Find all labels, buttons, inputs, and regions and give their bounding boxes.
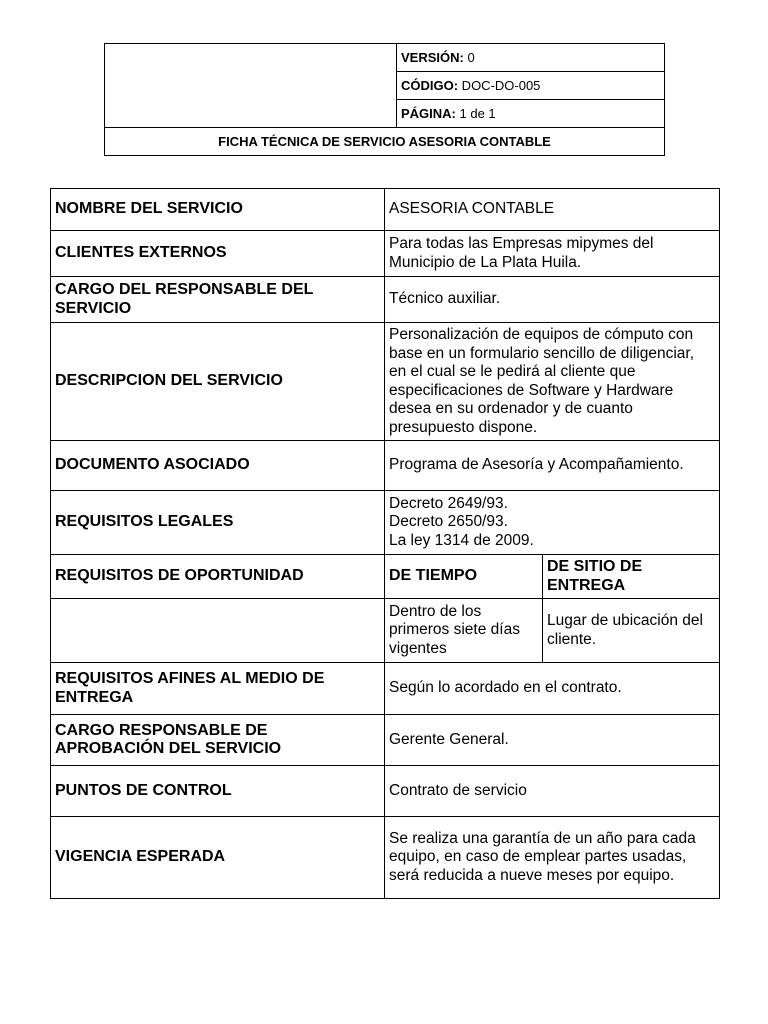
nombre-label: NOMBRE DEL SERVICIO: [51, 189, 385, 231]
cargo-label: CARGO DEL RESPONSABLE DEL SERVICIO: [51, 277, 385, 323]
table-row: [51, 715, 720, 766]
clientes-label: CLIENTES EXTERNOS: [51, 231, 385, 277]
cargo-value: Técnico auxiliar.: [385, 277, 720, 323]
table-row: [51, 189, 720, 231]
table-row: [51, 663, 720, 715]
legales-value: Decreto 2649/93. Decreto 2650/93. La ley 1314 de 2009.: [385, 491, 720, 555]
service-sheet-table: [50, 188, 720, 899]
de-tiempo-header: DE TIEMPO: [385, 555, 543, 599]
legales-label: REQUISITOS LEGALES: [51, 491, 385, 555]
aprobacion-value: Gerente General.: [385, 715, 720, 766]
descripcion-label: DESCRIPCION DEL SERVICIO: [51, 323, 385, 441]
table-row: [51, 555, 720, 599]
oportunidad-label: REQUISITOS DE OPORTUNIDAD: [51, 555, 385, 599]
clientes-value: Para todas las Empresas mipymes del Municipio de La Plata Huila.: [385, 231, 720, 277]
code-cell: [397, 72, 665, 100]
oportunidad-blank: [51, 599, 385, 663]
version-cell: [397, 44, 665, 72]
de-tiempo-value: Dentro de los primeros siete días vigentes: [385, 599, 543, 663]
version-label: VERSIÓN:: [401, 50, 464, 65]
table-row: [51, 323, 720, 441]
vigencia-label: VIGENCIA ESPERADA: [51, 817, 385, 899]
aprobacion-label: CARGO RESPONSABLE DE APROBACIÓN DEL SERVICIO: [51, 715, 385, 766]
medio-value: Según lo acordado en el contrato.: [385, 663, 720, 715]
version-value: 0: [463, 50, 475, 65]
logo-area: [105, 44, 397, 128]
medio-label: REQUISITOS AFINES AL MEDIO DE ENTREGA: [51, 663, 385, 715]
nombre-value: ASESORIA CONTABLE: [385, 189, 720, 231]
page-label: PÁGINA:: [401, 106, 456, 121]
table-row: [51, 277, 720, 323]
form-title: FICHA TÉCNICA DE SERVICIO ASESORIA CONTABLE: [105, 128, 665, 156]
table-row: [51, 817, 720, 899]
document-header-table: [104, 43, 665, 156]
page-cell: [397, 100, 665, 128]
de-sitio-value: Lugar de ubicación del cliente.: [543, 599, 720, 663]
page-value: 1 de 1: [455, 106, 496, 121]
puntos-value: Contrato de servicio: [385, 766, 720, 817]
code-value: DOC-DO-005: [458, 78, 541, 93]
vigencia-value: Se realiza una garantía de un año para cada equipo, en caso de emplear partes usadas, será reducida a nueve meses por equipo.: [385, 817, 720, 899]
documento-value: Programa de Asesoría y Acompañamiento.: [385, 441, 720, 491]
table-row: [51, 441, 720, 491]
table-row: [51, 231, 720, 277]
table-row: [51, 599, 720, 663]
documento-label: DOCUMENTO ASOCIADO: [51, 441, 385, 491]
puntos-label: PUNTOS DE CONTROL: [51, 766, 385, 817]
de-sitio-header: DE SITIO DE ENTREGA: [543, 555, 720, 599]
code-label: CÓDIGO:: [401, 78, 459, 93]
table-row: [51, 491, 720, 555]
table-row: [51, 766, 720, 817]
descripcion-value: Personalización de equipos de cómputo con base en un formulario sencillo de diligenciar, en el cual se le pedirá al cliente que especificaciones de Software y Hardware desea en su ordenador y de cuanto presupuesto dispone.: [385, 323, 720, 441]
